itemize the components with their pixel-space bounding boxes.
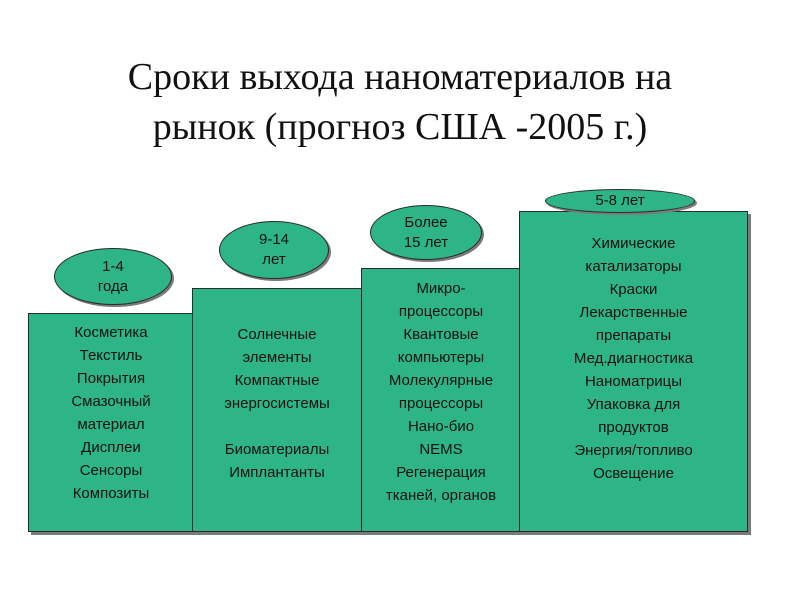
list-item: Лекарственные (579, 304, 688, 321)
list-item: Краски (609, 281, 658, 298)
list-item: процессоры (398, 303, 484, 320)
timeframe-badge-over-15-years (370, 205, 482, 260)
list-item: Упаковка для (586, 396, 681, 413)
list-item: Химические (591, 235, 676, 252)
list-item: Имплантанты (229, 464, 325, 481)
slide-title-line-2: рынок (прогноз США -2005 г.) (152, 106, 648, 148)
list-item: Нано-био (407, 418, 475, 435)
timeframe-box-1-4-years (28, 313, 194, 532)
list-item: Солнечные (237, 326, 317, 343)
timeframe-box-9-14-years (192, 288, 362, 532)
list-item: Регенерация (396, 464, 486, 481)
list-item: Дисплеи (81, 439, 141, 456)
list-item: Смазочный (71, 393, 151, 410)
list-item: Биоматериалы (224, 441, 330, 458)
list-item: Текстиль (79, 347, 143, 364)
product-list (193, 323, 361, 484)
list-item: Микро- (416, 280, 466, 297)
list-item: катализаторы (585, 258, 682, 275)
timeframe-badge-9-14-years (219, 221, 329, 279)
list-item: Молекулярные (388, 372, 494, 389)
product-list (520, 232, 747, 485)
list-item: NEMS (419, 441, 463, 458)
list-item: Композиты (72, 485, 150, 502)
list-item: продуктов (598, 419, 669, 436)
badge-line: Более (404, 213, 448, 231)
list-item: элементы (242, 349, 312, 366)
list-item: Квантовые (403, 326, 479, 343)
list-item (193, 415, 361, 438)
list-item: тканей, органов (385, 487, 497, 504)
list-item: препараты (595, 327, 672, 344)
list-item: Покрытия (76, 370, 146, 387)
list-item: Энергия/топливо (574, 442, 693, 459)
badge-line: года (97, 277, 129, 295)
timeframe-badge-1-4-years (54, 248, 172, 305)
list-item: компьютеры (397, 349, 485, 366)
list-item: Мед.диагностика (573, 350, 694, 367)
badge-line: 1-4 (102, 257, 124, 275)
list-item: Освещение (593, 465, 674, 482)
badge-line: 9-14 (258, 231, 290, 248)
list-item: Компактные (234, 372, 320, 389)
timeframe-badge-5-8-years (545, 189, 695, 213)
list-item: Косметика (74, 324, 148, 341)
list-item: материал (77, 416, 145, 433)
list-item: Наноматрицы (584, 373, 683, 390)
list-item: энергосистемы (224, 395, 330, 412)
timeframe-box-5-8-years (519, 211, 748, 532)
list-item: процессоры (398, 395, 484, 412)
product-list (362, 277, 520, 507)
product-list (29, 321, 193, 505)
badge-line: 15 лет (403, 233, 449, 251)
slide-title-line-1: Сроки выхода наноматериалов на (127, 56, 673, 98)
badge-line: 5-8 лет (595, 192, 645, 209)
timeframe-box-over-15-years (361, 268, 521, 532)
list-item: Сенсоры (79, 462, 143, 479)
slide-title (40, 52, 760, 152)
badge-line: лет (262, 251, 286, 268)
